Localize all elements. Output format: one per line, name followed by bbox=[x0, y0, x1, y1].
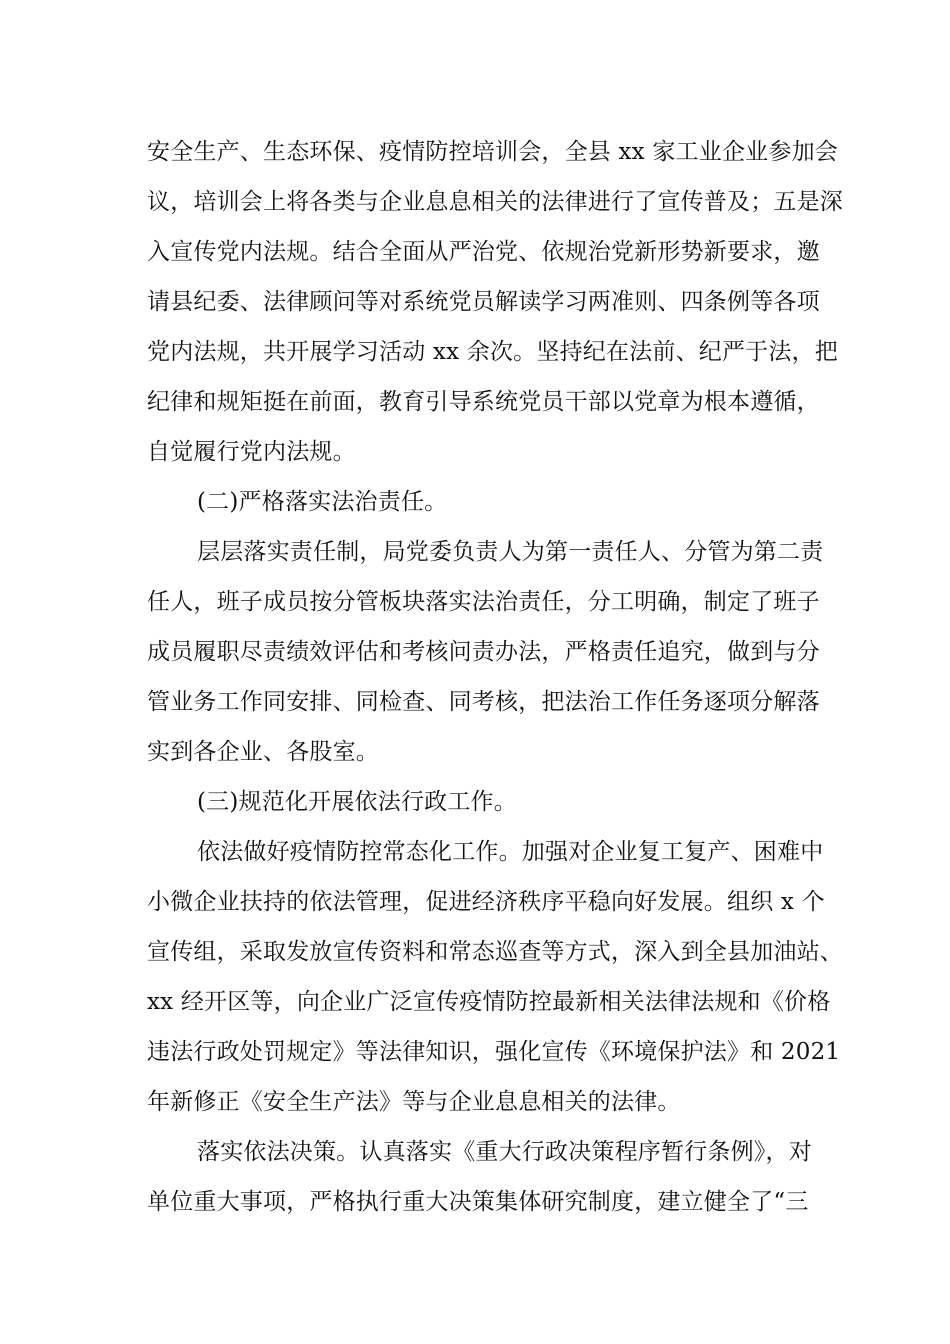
text-line: 管业务工作同安排、同检查、同考核，把法治工作任务逐项分解落 bbox=[147, 689, 820, 715]
section-heading: (三)规范化开展依法行政工作。 bbox=[197, 789, 517, 815]
text-line: 落实依法决策。认真落实《重大行政决策程序暂行条例》，对 bbox=[197, 1139, 812, 1165]
text-line: 党内法规，共开展学习活动 xx 余次。坚持纪在法前、纪严于法，把 bbox=[147, 339, 838, 365]
text-line: 自觉履行党内法规。 bbox=[147, 439, 356, 465]
text-line: 违法行政处罚规定》等法律知识，强化宣传《环境保护法》和 2021 bbox=[147, 1039, 841, 1065]
section-heading: (二)严格落实法治责任。 bbox=[197, 489, 448, 515]
text-line: 任人，班子成员按分管板块落实法治责任，分工明确，制定了班子 bbox=[147, 589, 820, 615]
text-line: 实到各企业、各股室。 bbox=[147, 739, 379, 765]
text-line: 请县纪委、法律顾问等对系统党员解读学习两准则、四条例等各项 bbox=[147, 289, 820, 315]
text-line: 层层落实责任制，局党委负责人为第一责任人、分管为第二责 bbox=[197, 539, 824, 565]
text-line: 议，培训会上将各类与企业息息相关的法律进行了宣传普及；五是深 bbox=[147, 189, 843, 215]
text-line: 入宣传党内法规。结合全面从严治党、依规治党新形势新要求，邀 bbox=[147, 239, 820, 265]
text-line: 小微企业扶持的依法管理，促进经济秩序平稳向好发展。组织 x 个 bbox=[147, 889, 825, 915]
text-line: 纪律和规矩挺在前面，教育引导系统党员干部以党章为根本遵循， bbox=[147, 389, 820, 415]
text-line: 成员履职尽责绩效评估和考核问责办法，严格责任追究，做到与分 bbox=[147, 639, 820, 665]
text-line: 单位重大事项，严格执行重大决策集体研究制度，建立健全了“三 bbox=[147, 1189, 809, 1215]
text-line: 依法做好疫情防控常态化工作。加强对企业复工复产、困难中 bbox=[197, 839, 824, 865]
text-line: xx 经开区等，向企业广泛宣传疫情防控最新相关法律法规和《价格 bbox=[147, 989, 831, 1015]
text-line: 宣传组，采取发放宣传资料和常态巡查等方式，深入到全县加油站、 bbox=[147, 939, 843, 965]
text-line: 年新修正《安全生产法》等与企业息息相关的法律。 bbox=[147, 1089, 681, 1115]
text-line: 安全生产、生态环保、疫情防控培训会，全县 xx 家工业企业参加会 bbox=[147, 139, 838, 165]
